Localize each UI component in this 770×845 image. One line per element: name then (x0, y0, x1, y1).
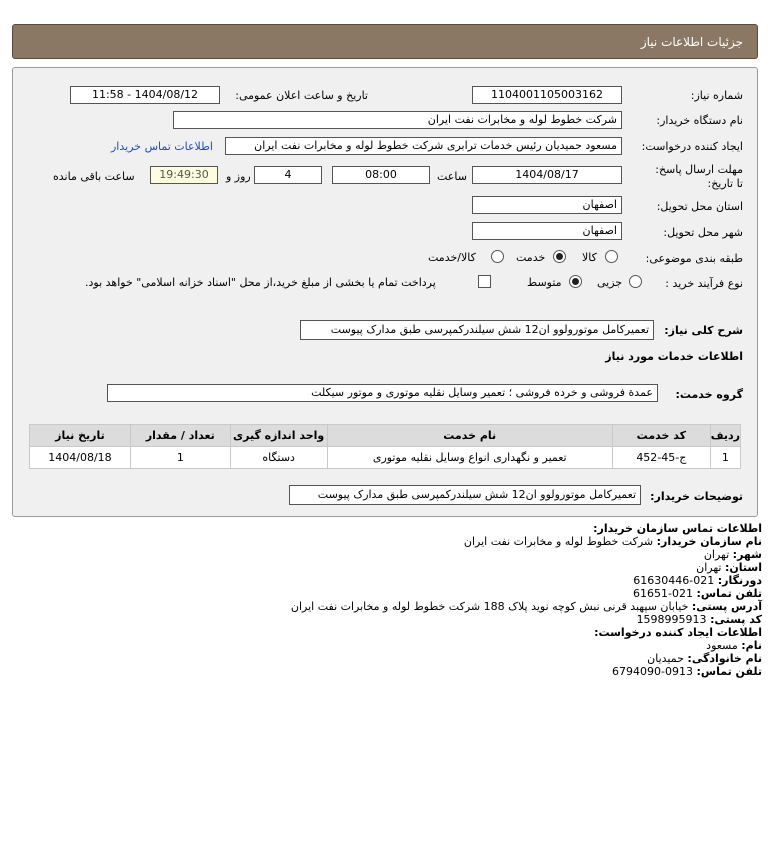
need-number-field[interactable]: 1104001105003162 (472, 86, 622, 104)
creator-label: ایجاد کننده درخواست: (641, 140, 743, 153)
phone-label: تلفن تماس: (696, 587, 762, 600)
contact-city-label: شهر: (732, 548, 762, 561)
deadline-time-field[interactable]: 08:00 (332, 166, 430, 184)
column-header: ردیف (710, 425, 740, 447)
province-label: استان محل تحویل: (656, 200, 743, 213)
category-goods-service-label: کالا/خدمت (428, 251, 476, 264)
category-goods-radio[interactable] (605, 250, 618, 263)
fax-number: 021-61630446 (633, 574, 715, 587)
table-cell: تعمیر و نگهداری انواع وسایل نقلیه موتوری (327, 447, 612, 469)
category-goods-service-radio[interactable] (491, 250, 504, 263)
column-header: تعداد / مقدار (130, 425, 230, 447)
process-medium-radio[interactable] (569, 275, 582, 288)
postal-code-label: کد پستی: (710, 613, 762, 626)
column-header: تاریخ نیاز (30, 425, 131, 447)
page-header (12, 24, 758, 59)
buyer-org-label: نام دستگاه خریدار: (656, 114, 743, 127)
deadline-hour-label: ساعت (437, 170, 467, 183)
table-row[interactable] (30, 447, 741, 469)
contact-province-label: استان: (725, 561, 762, 574)
service-group-label: گروه خدمت: (675, 388, 743, 401)
table-cell: 1 (710, 447, 740, 469)
org-name-label: نام سازمان خریدار: (656, 535, 762, 548)
description-label: شرح کلی نیاز: (664, 324, 743, 337)
contact-info (12, 522, 762, 678)
description-field[interactable]: تعمیرکامل موتورولوو ان12 شش سیلندرکمپرسی طبق مدارک پیوست (300, 320, 654, 340)
province-field[interactable]: اصفهان (472, 196, 622, 214)
category-service-radio[interactable] (553, 250, 566, 263)
buyer-org-field[interactable]: شرکت خطوط لوله و مخابرات نفت ایران (173, 111, 622, 129)
treasury-payment-note: پرداخت تمام یا بخشی از مبلغ خرید،از محل "اسناد خزانه اسلامی" خواهد بود. (85, 276, 436, 289)
buyer-contact-link[interactable]: اطلاعات تماس خریدار (111, 140, 213, 153)
category-goods-label: کالا (582, 251, 597, 264)
contact-city: تهران (703, 548, 730, 561)
city-label: شهر محل تحویل: (663, 226, 743, 239)
city-field[interactable]: اصفهان (472, 222, 622, 240)
column-header: واحد اندازه گیری (230, 425, 327, 447)
column-header: کد خدمت (612, 425, 710, 447)
deadline-label: مهلت ارسال پاسخ: تا تاریخ: (655, 163, 743, 190)
org-name: شرکت خطوط لوله و مخابرات نفت ایران (463, 535, 654, 548)
page-title: جزئیات اطلاعات نیاز (640, 35, 743, 49)
creator-phone-label: تلفن تماس: (696, 665, 762, 678)
services-section-title: اطلاعات خدمات مورد نیاز (605, 350, 743, 363)
phone-number: 021-61651 (633, 587, 694, 600)
buyer-notes-field[interactable]: تعمیرکامل موتورولوو ان12 شش سیلندرکمپرسی طبق مدارک پیوست (289, 485, 641, 505)
announce-label: تاریخ و ساعت اعلان عمومی: (235, 89, 368, 102)
table-cell: ج-45-452 (612, 447, 710, 469)
table-cell: 1404/08/18 (30, 447, 131, 469)
column-header: نام خدمت (327, 425, 612, 447)
postal-code: 1598995913 (636, 613, 707, 626)
need-number-label: شماره نیاز: (690, 89, 743, 102)
announce-field[interactable]: 1404/08/12 - 11:58 (70, 86, 220, 104)
deadline-date-field[interactable]: 1404/08/17 (472, 166, 622, 184)
contact-org-title: اطلاعات تماس سازمان خریدار: (593, 522, 762, 535)
days-field[interactable]: 4 (254, 166, 322, 184)
postal-address: خیابان سپهبد قرنی نبش کوچه نوید پلاک 188 شرکت خطوط لوله و مخابرات نفت ایران (290, 600, 689, 613)
process-label: نوع فرآیند خرید : (665, 277, 743, 290)
category-service-label: خدمت (516, 251, 546, 264)
creator-field[interactable]: مسعود حمیدیان رئیس خدمات ترابری شرکت خطوط لوله و مخابرات نفت ایران (225, 137, 622, 155)
last-name: حمیدیان (647, 652, 684, 665)
days-label: روز و (226, 170, 251, 183)
service-group-field[interactable]: عمدة فروشی و خرده فروشی ؛ تعمیر وسایل نقلیه موتوری و موتور سیکلت (107, 384, 658, 402)
first-name: مسعود (706, 639, 738, 652)
remaining-time-field: 19:49:30 (150, 166, 218, 184)
buyer-notes-label: توضیحات خریدار: (650, 490, 743, 503)
first-name-label: نام: (741, 639, 762, 652)
process-minor-label: جزیی (597, 276, 623, 289)
process-medium-label: متوسط (527, 276, 562, 289)
contact-province: تهران (696, 561, 722, 574)
creator-info-title: اطلاعات ایجاد کننده درخواست: (594, 626, 762, 639)
table-cell: 1 (130, 447, 230, 469)
category-label: طبقه بندی موضوعی: (645, 252, 743, 265)
table-cell: دستگاه (230, 447, 327, 469)
process-minor-radio[interactable] (629, 275, 642, 288)
last-name-label: نام خانوادگی: (687, 652, 762, 665)
remaining-label: ساعت باقی مانده (53, 170, 135, 183)
creator-phone: 0913-6794090 (612, 665, 694, 678)
services-table (29, 424, 741, 469)
treasury-payment-checkbox[interactable] (478, 275, 491, 288)
address-label: آدرس پستی: (691, 600, 762, 613)
fax-label: دورنگار: (717, 574, 762, 587)
table-header-row (30, 425, 741, 447)
